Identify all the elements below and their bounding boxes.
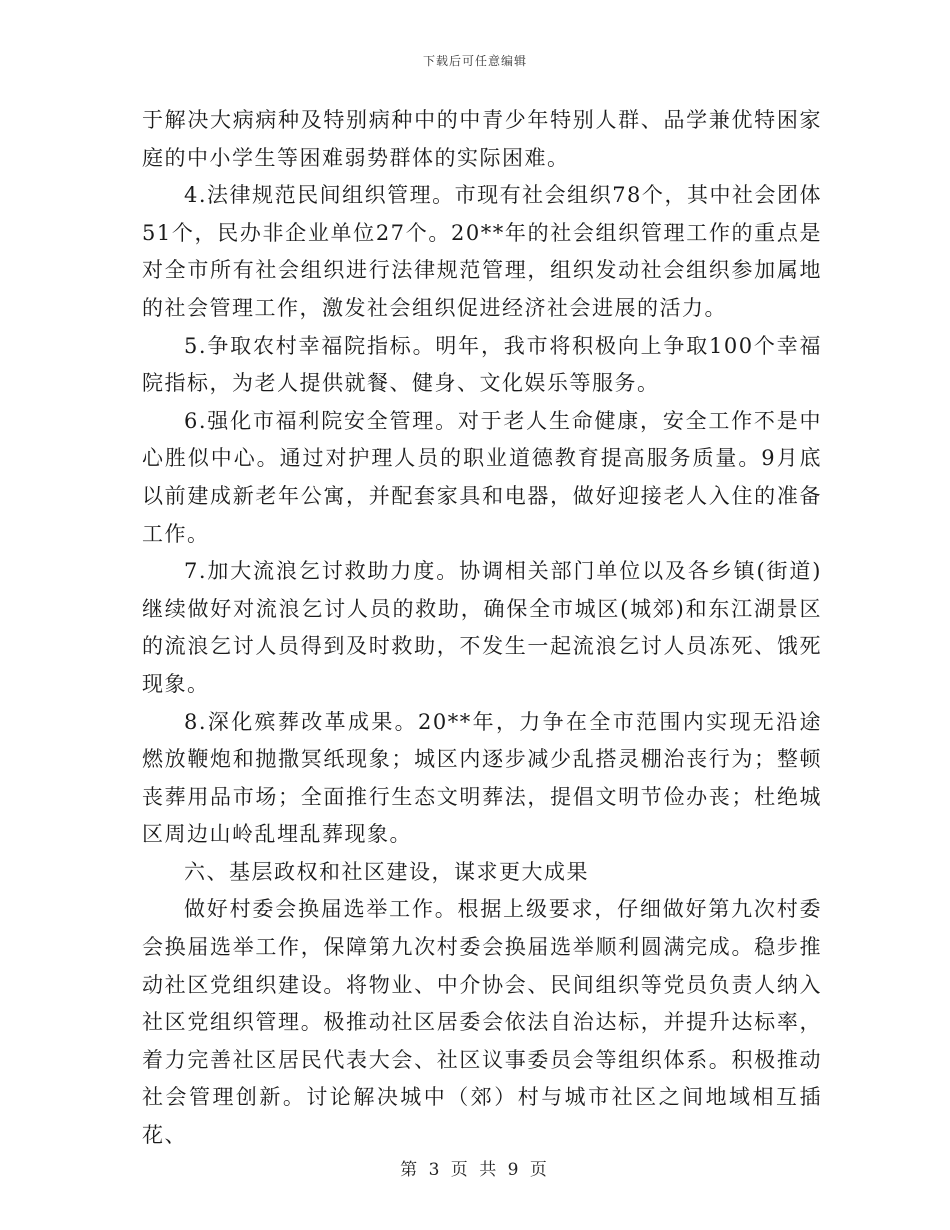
paragraph-item-5: 5.争取农村幸福院指标。明年，我市将积极向上争取100个幸福院指标，为老人提供就餐、健身、文化娱乐等服务。 [142, 333, 822, 396]
paragraph-community-building: 做好村委会换届选举工作。根据上级要求，仔细做好第九次村委会换届选举工作，保障第九次村委会换届选举顺利圆满完成。稳步推动社区党组织建设。将物业、中介协会、民间组织等党员负责人纳入社区党组织管理。极推动社区居委会依法自治达标，并提升达标率，着力完善社区居民代表大会、社区议事委员会等组织体系。积极推动社会管理创新。讨论解决城中（郊）村与城市社区之间地域相互插花、 [142, 897, 822, 1148]
paragraph-continuation: 于解决大病病种及特别病种中的中青少年特别人群、品学兼优特困家庭的中小学生等困难弱势群体的实际困难。 [142, 108, 822, 170]
section-heading-six: 六、基层政权和社区建设，谋求更大成果 [184, 859, 589, 884]
paragraph-item-7: 7.加大流浪乞讨救助力度。协调相关部门单位以及各乡镇(街道)继续做好对流浪乞讨人员的救助，确保全市城区(城郊)和东江湖景区的流浪乞讨人员得到及时救助，不发生一起流浪乞讨人员冻死、饿死现象。 [142, 559, 822, 696]
paragraph-item-4: 4.法律规范民间组织管理。市现有社会组织78个，其中社会团体51个，民办非企业单位27个。20**年的社会组织管理工作的重点是对全市所有社会组织进行法律规范管理，组织发动社会组织参加属地的社会管理工作，激发社会组织促进经济社会进展的活力。 [142, 183, 822, 320]
page-header: 下载后可任意编辑 [422, 54, 527, 68]
document-body [142, 102, 822, 1155]
paragraph-item-6: 6.强化市福利院安全管理。对于老人生命健康，安全工作不是中心胜似中心。通过对护理人员的职业道德教育提高服务质量。9月底以前建成新老年公寓，并配套家具和电器，做好迎接老人入住的准备工作。 [142, 408, 822, 546]
paragraph-item-8: 8.深化殡葬改革成果。20**年，力争在全市范围内实现无沿途燃放鞭炮和抛撒冥纸现象；城区内逐步减少乱搭灵棚治丧行为；整顿丧葬用品市场；全面推行生态文明葬法，提倡文明节俭办丧；杜绝城区周边山岭乱埋乱葬现象。 [142, 709, 822, 847]
page-number: 第 3 页 共 9 页 [400, 1160, 550, 1180]
